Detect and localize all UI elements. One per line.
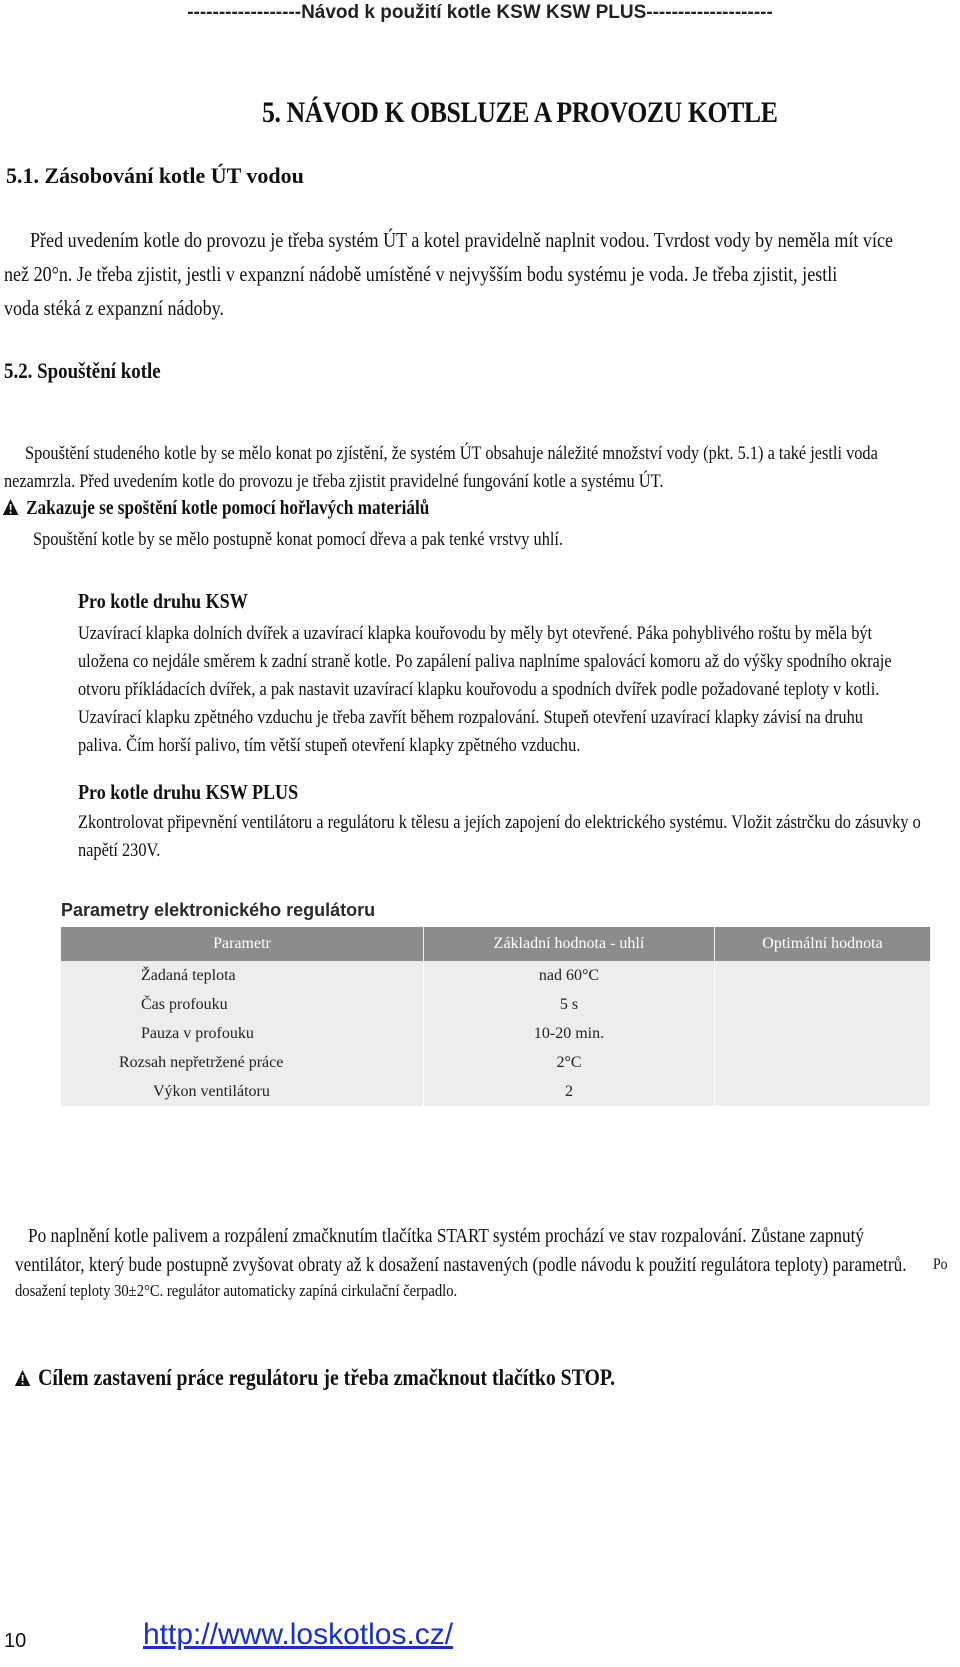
ksw-line-1: Uzavírací klapka dolních dvířek a uzavírací klapka kouřovodu by měly byt otevřené. Páka pohyblivého roštu by měla být (78, 623, 873, 644)
table-cell: 2°C (424, 1048, 715, 1077)
kswplus-line-2: napětí 230V. (78, 840, 161, 861)
page-number: 10 (4, 1630, 27, 1652)
table-header-cell: Optimální hodnota (715, 927, 931, 961)
table-cell: Čas profouku (61, 990, 424, 1019)
table-cell: 5 s (424, 990, 715, 1019)
website-link[interactable]: http://www.loskotlos.cz/ (143, 1618, 454, 1651)
ksw-heading: Pro kotle druhu KSW (78, 589, 248, 613)
start-line-2-tail: Po (933, 1256, 948, 1273)
table-row (61, 961, 931, 990)
warning-stop-text: Cílem zastavení práce regulátoru je třeba zmačknout tlačítko STOP. (38, 1365, 616, 1390)
warning-flammable-detail: Spouštění kotle by se mělo postupně konat pomocí dřeva a pak tenké vrstvy uhlí. (33, 529, 564, 550)
section-heading-5-2: 5.2. Spouštění kotle (4, 358, 161, 383)
ksw-line-3: otvoru příkládacích dvířek, a pak nastavit uzavírací klapku kouřovodu a spodních dvířek podle požadované teploty v kotli. (78, 679, 880, 700)
table-cell (715, 1048, 931, 1077)
table-cell: Pauza v profouku (61, 1019, 424, 1048)
table-cell: 10-20 min. (424, 1019, 715, 1048)
warning-icon (14, 1369, 31, 1387)
warning-icon (2, 498, 19, 516)
table-cell (715, 990, 931, 1019)
table-cell (715, 1077, 931, 1106)
section-5-1-line-1: Před uvedením kotle do provozu je třeba systém ÚT a kotel pravidelně naplnit vodou. Tvrdost vody by neměla mít více (30, 228, 894, 252)
table-cell (715, 1019, 931, 1048)
table-row (61, 1019, 931, 1048)
warning-flammable-text: Zakazuje se spoštění kotle pomocí hořlavých materiálů (26, 497, 430, 519)
section-5-2-line-1: Spouštění studeného kotle by se mělo konat po zjístění, že systém ÚT obsahuje náležité množství vody (pkt. 5.1) a také jestli voda (25, 443, 878, 464)
kswplus-line-1: Zkontrolovat připevnění ventilátoru a regulátoru k tělesu a jejích zapojení do elektrického systému. Vložit zástrčku do zásuvky o (78, 812, 921, 833)
start-line-1: Po naplnění kotle palivem a rozpálení zmačknutím tlačítka START systém prochází ve stav rozpalování. Zůstane zapnutý (28, 1225, 865, 1247)
parameters-table (61, 927, 931, 1106)
warning-flammable (2, 497, 429, 520)
ksw-line-4: Uzavírací klapku zpětného vzduchu je třeba zavřít během rozpalování. Stupeň otevření uzavírací klapky závisí na druhu (78, 707, 863, 728)
start-line-2: ventilátor, který bude postupně zvyšovat obraty až k dosažení nastavených (podle návodu k použití regulátora teploty) parametrů. (15, 1254, 907, 1276)
table-header-cell: Parametr (61, 927, 424, 961)
table-header-cell: Základní hodnota - uhlí (424, 927, 715, 961)
table-cell: Žadaná teplota (61, 961, 424, 990)
running-header: ------------------Návod k použití kotle KSW KSW PLUS-------------------- (187, 2, 773, 23)
chapter-title: 5. NÁVOD K OBSLUZE A PROVOZU KOTLE (262, 96, 778, 129)
ksw-line-2: uložena co nejdále směrem k zadní straně kotle. Po zapálení paliva naplníme spalovácí komoru až do výšky spodního okraje (78, 651, 892, 672)
table-cell: 2 (424, 1077, 715, 1106)
section-heading-5-1: 5.1. Zásobování kotle ÚT vodou (6, 163, 304, 188)
table-cell (715, 961, 931, 990)
table-row (61, 1048, 931, 1077)
start-line-3: dosažení teploty 30±2°C. regulátor automaticky zapíná cirkulační čerpadlo. (15, 1281, 458, 1300)
table-header-row (61, 927, 931, 961)
table-row (61, 990, 931, 1019)
section-5-1-line-2: než 20°n. Je třeba zjistit, jestli v expanzní nádobě umístěné v nejvyšším bodu systému je voda. Je třeba zjistit, jestli (4, 262, 838, 286)
section-5-1-line-3: voda stéká z expanzní nádoby. (4, 296, 224, 320)
table-title: Parametry elektronického regulátoru (61, 900, 376, 920)
table-cell: nad 60°C (424, 961, 715, 990)
table-cell: Výkon ventilátoru (61, 1077, 424, 1106)
ksw-line-5: paliva. Čím horší palivo, tím větší stupeň otevření klapky zpětného vzduchu. (78, 735, 581, 756)
section-5-2-line-2: nezamrzla. Před uvedením kotle do provozu je třeba zjistit pravidelné fungování kotle a systému ÚT. (4, 471, 664, 492)
table-cell: Rozsah nepřetržené práce (61, 1048, 424, 1077)
table-row (61, 1077, 931, 1106)
warning-stop (14, 1365, 615, 1391)
kswplus-heading: Pro kotle druhu KSW PLUS (78, 780, 299, 804)
